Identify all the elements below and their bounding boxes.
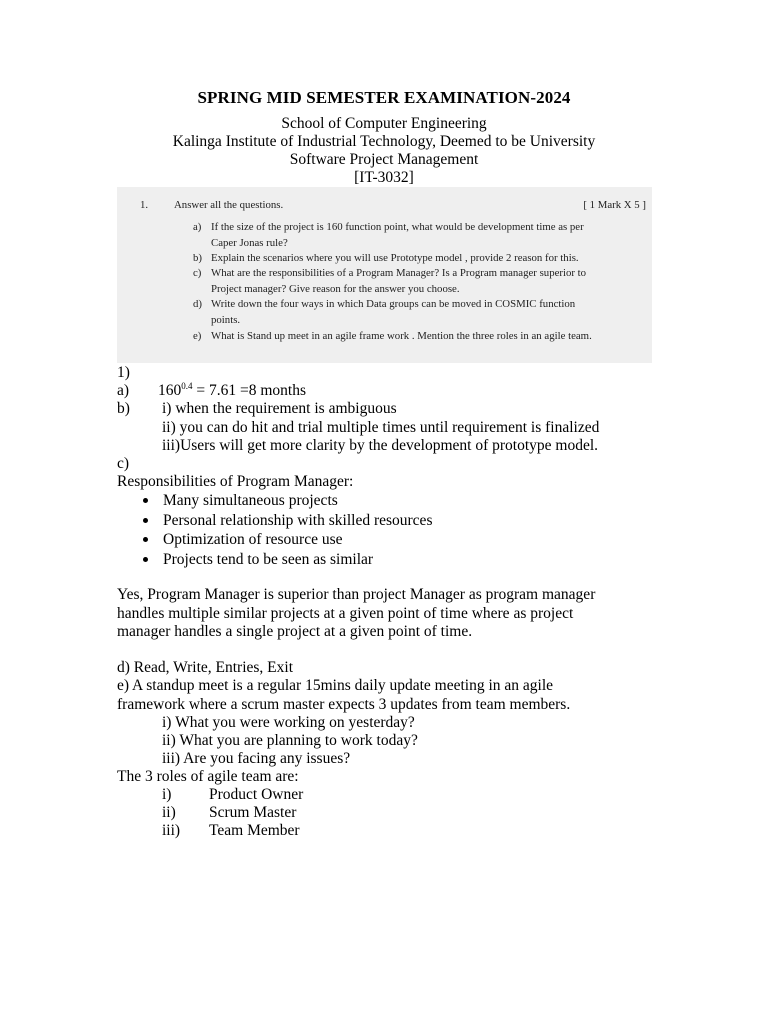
subquestion-d: d) Write down the four ways in which Data groups can be moved in COSMIC function points. [193,298,576,326]
answer-c-paragraph: handles multiple similar projects at a given point of time where as project [117,605,574,622]
answer-c-paragraph: manager handles a single project at a given point of time. [117,623,473,640]
roles-heading: The 3 roles of agile team are: [117,768,299,785]
role-number: iii) [162,822,181,839]
role-name: Product Owner [209,786,304,803]
list-item: Projects tend to be seen as similar [139,550,432,570]
answer-a-label: a) [117,382,130,399]
question-scan [117,187,652,363]
course-code: [IT-3032] [354,169,414,186]
answer-number: 1) [117,364,130,381]
institute-name: Kalinga Institute of Industrial Technology, Deemed to be University [172,133,596,150]
update-item: iii) Are you facing any issues? [162,750,351,767]
answer-c-paragraph: Yes, Program Manager is superior than project Manager as program manager [117,586,596,603]
list-item: Optimization of resource use [139,530,432,550]
answer-a: $160^{0.4} = 7.61 =8$ months [158,381,307,399]
update-item: i) What you were working on yesterday? [162,714,415,731]
bullet-icon [143,537,148,542]
question-heading: Answer all the questions. [174,199,284,211]
role-name: Scrum Master [209,804,297,821]
answer-b-line: i) when the requirement is ambiguous [162,400,397,417]
answer-b-line: iii)Users will get more clarity by the development of prototype model. [162,437,599,454]
answer-b-line: ii) you can do hit and trial multiple times until requirement is finalized [162,419,600,436]
role-name: Team Member [209,822,300,839]
answer-b-label: b) [117,400,130,417]
subquestion-e: e) What is Stand up meet in an agile frame work . Mention the three roles in an agile team. [193,330,592,342]
subquestion-c: c) What are the responsibilities of a Program Manager? Is a Program manager superior to Project manager? Give reason for the answer you choose. [193,267,587,295]
course-name: Software Project Management [289,151,479,168]
update-item: ii) What you are planning to work today? [162,732,418,749]
subquestion-a: a) If the size of the project is 160 function point, what would be development time as per Caper Jonas rule? [193,221,584,249]
bullet-icon [143,498,148,503]
list-item: Many simultaneous projects [139,491,432,511]
exam-title: SPRING MID SEMESTER EXAMINATION-2024 [197,88,571,107]
role-number: i) [162,786,172,803]
responsibilities-list [139,491,432,569]
answer-d: d) Read, Write, Entries, Exit [117,659,294,676]
answer-c-label: c) [117,455,130,472]
subquestion-b: b) Explain the scenarios where you will use Prototype model , provide 2 reason for this. [193,252,579,264]
bullet-icon [143,557,148,562]
school-name: School of Computer Engineering [281,115,487,132]
question-number: 1. [140,199,149,211]
answer-e-line: e) A standup meet is a regular 15mins daily update meeting in an agile [117,677,554,694]
question-marks: [ 1 Mark X 5 ] [583,199,646,211]
answer-c-heading: Responsibilities of Program Manager: [117,473,354,490]
bullet-icon [143,518,148,523]
list-item: Personal relationship with skilled resources [139,511,432,531]
role-number: ii) [162,804,176,821]
answer-e-line: framework where a scrum master expects 3 updates from team members. [117,696,571,713]
